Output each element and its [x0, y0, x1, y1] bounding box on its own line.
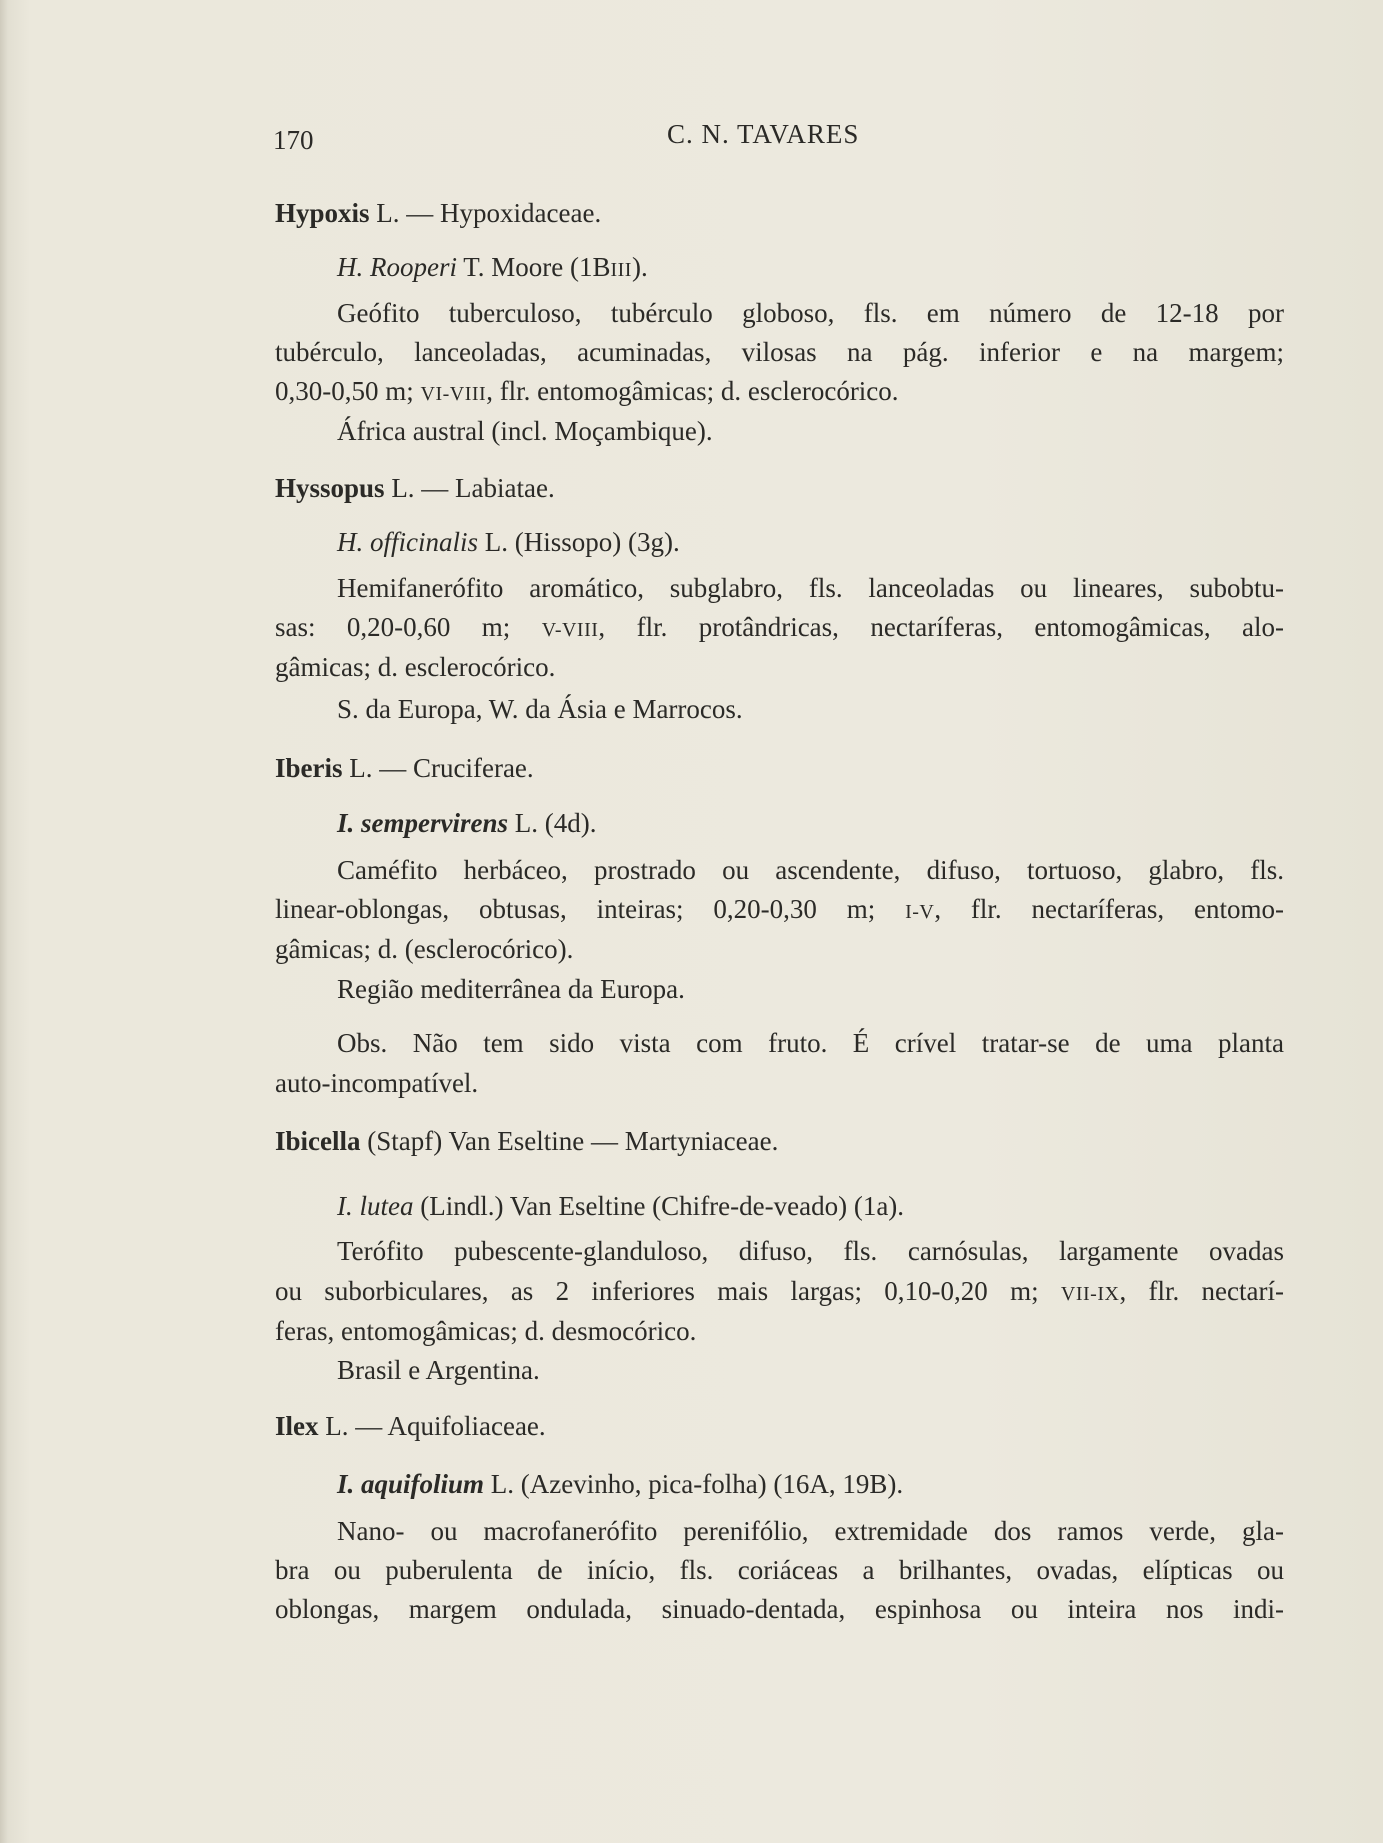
description-line	[275, 610, 1284, 644]
description-line	[337, 1234, 1284, 1268]
flowering-months: III	[610, 259, 632, 281]
text-run: L. — Cruciferae.	[342, 753, 534, 783]
text-run: Terófito pubescente-glanduloso, difuso, fls. carnósulas, largamente ovadas	[337, 1236, 1284, 1266]
species-heading-line	[337, 806, 596, 840]
description-line	[275, 1592, 1284, 1626]
text-run: S. da Europa, W. da Ásia e Marrocos.	[337, 694, 743, 724]
species-heading-line	[337, 525, 680, 559]
description-line	[275, 650, 555, 684]
flowering-months: I-V	[905, 901, 935, 923]
genus-name: Ibicella	[275, 1126, 361, 1156]
text-run: sas: 0,20-0,60 m;	[275, 612, 542, 642]
description-line	[275, 892, 1284, 926]
text-run: Geófito tuberculoso, tubérculo globoso, fls. em número de 12-18 por	[337, 298, 1284, 328]
text-run: , flr. nectaríferas, entomo-	[934, 894, 1284, 924]
text-run: Região mediterrânea da Europa.	[337, 974, 685, 1004]
species-name: I. aquifolium	[337, 1469, 485, 1499]
genus-heading-line	[275, 1124, 778, 1158]
text-run: 0,30-0,50 m;	[275, 376, 421, 406]
genus-heading-line	[275, 1409, 546, 1443]
genus-name: Hyssopus	[275, 473, 385, 503]
text-run: L. (4d).	[508, 808, 597, 838]
text-run: Brasil e Argentina.	[337, 1355, 540, 1385]
text-run: Caméfito herbáceo, prostrado ou ascendente, difuso, tortuoso, glabro, fls.	[337, 855, 1284, 885]
genus-name: Ilex	[275, 1411, 319, 1441]
genus-heading-line	[275, 196, 601, 230]
description-line	[275, 932, 573, 966]
text-run: Obs. Não tem sido vista com fruto. É crível tratar-se de uma planta	[337, 1028, 1284, 1058]
distribution-line	[337, 692, 743, 726]
text-run: tubérculo, lanceoladas, acuminadas, vilosas na pág. inferior e na margem;	[275, 337, 1284, 367]
description-line	[337, 853, 1284, 887]
flowering-months: VI-VIII	[420, 383, 487, 405]
species-heading-line	[337, 250, 648, 284]
text-run: gâmicas; d. (esclerocórico).	[275, 934, 574, 964]
text-run: feras, entomogâmicas; d. desmocórico.	[275, 1316, 697, 1346]
description-line	[275, 335, 1284, 369]
distribution-line	[337, 414, 713, 448]
description-line	[337, 571, 1284, 605]
observation-line	[275, 1066, 478, 1100]
species-heading-line	[337, 1189, 904, 1223]
genus-heading-line	[275, 751, 534, 785]
text-run: , flr. entomogâmicas; d. esclerocórico.	[486, 376, 899, 406]
text-run: L. (Hissopo) (3g).	[478, 527, 680, 557]
species-name: H. Rooperi	[337, 252, 457, 282]
genus-name: Iberis	[275, 753, 343, 783]
description-line	[275, 1314, 696, 1348]
text-run: ou suborbiculares, as 2 inferiores mais largas; 0,10-0,20 m;	[275, 1276, 1061, 1306]
text-run: , flr. nectarí-	[1119, 1276, 1284, 1306]
description-line	[275, 1553, 1284, 1587]
text-run: (Stapf) Van Eseltine — Martyniaceae.	[360, 1126, 779, 1156]
distribution-line	[337, 972, 685, 1006]
text-run: L. — Hypoxidaceae.	[369, 198, 602, 228]
text-run: (Lindl.) Van Eseltine (Chifre-de-veado) (1a).	[413, 1191, 905, 1221]
description-line	[337, 1514, 1284, 1548]
text-run: L. (Azevinho, pica-folha) (16A, 19B).	[484, 1469, 904, 1499]
page-number: 170	[273, 125, 314, 155]
text-run: L. — Labiatae.	[384, 473, 555, 503]
text-run: oblongas, margem ondulada, sinuado-dentada, espinhosa ou inteira nos indi-	[275, 1594, 1284, 1624]
flowering-months: V-VIII	[541, 619, 599, 641]
species-name: I. lutea	[337, 1191, 414, 1221]
text-run: bra ou puberulenta de início, fls. coriáceas a brilhantes, ovadas, elípticas ou	[275, 1555, 1284, 1585]
description-line	[275, 1274, 1284, 1308]
text-run: auto-incompatível.	[275, 1068, 479, 1098]
flowering-months: VII-IX	[1060, 1283, 1120, 1305]
text-run: África austral (incl. Moçambique).	[337, 416, 713, 446]
text-run: ).	[631, 252, 648, 282]
species-name: H. officinalis	[337, 527, 478, 557]
species-name: I. sempervirens	[337, 808, 508, 838]
distribution-line	[337, 1353, 540, 1387]
genus-heading-line	[275, 471, 555, 505]
description-line	[337, 296, 1284, 330]
text-run: linear-oblongas, obtusas, inteiras; 0,20-0,30 m;	[275, 894, 906, 924]
text-run: L. — Aquifoliaceae.	[318, 1411, 546, 1441]
text-run: T. Moore (1B	[456, 252, 611, 282]
species-heading-line	[337, 1467, 903, 1501]
text-run: , flr. protândricas, nectaríferas, entomogâmicas, alo-	[598, 612, 1284, 642]
text-run: Hemifanerófito aromático, subglabro, fls. lanceoladas ou lineares, subobtu-	[337, 573, 1284, 603]
text-run: Nano- ou macrofanerófito perenifólio, extremidade dos ramos verde, gla-	[337, 1516, 1284, 1546]
description-line	[275, 374, 899, 408]
observation-line	[337, 1026, 1284, 1060]
text-run: gâmicas; d. esclerocórico.	[275, 652, 556, 682]
genus-name: Hypoxis	[275, 198, 370, 228]
running-title: C. N. TAVARES	[667, 119, 860, 149]
